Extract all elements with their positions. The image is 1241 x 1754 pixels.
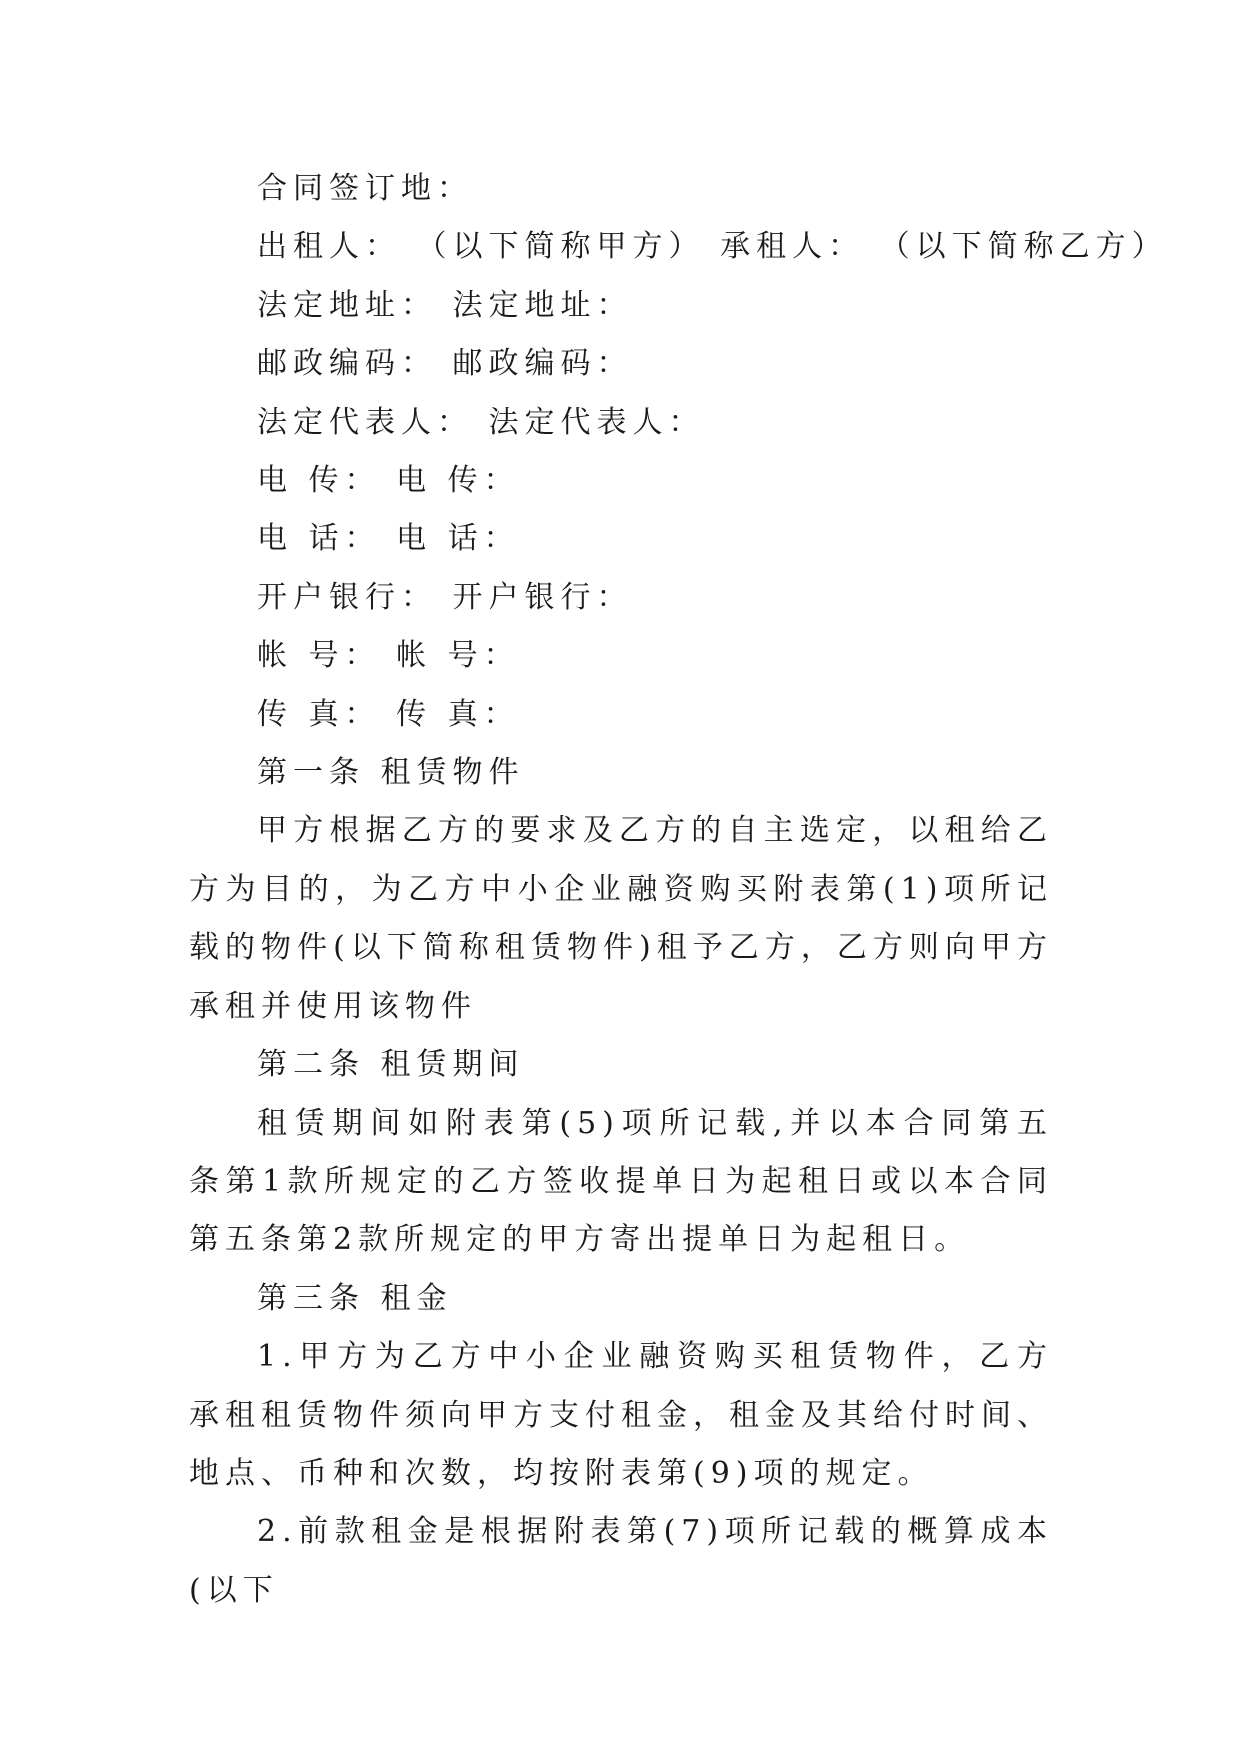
article-3-title: 第三条 租金 <box>257 1280 453 1316</box>
document-body <box>189 160 1168 1620</box>
account-number-line: 帐 号： 帐 号： <box>257 638 520 674</box>
contract-signing-place: 合同签订地： <box>257 171 473 206</box>
legal-representative-line: 法定代表人： 法定代表人： <box>257 404 705 440</box>
bank-line: 开户银行： 开户银行： <box>257 579 633 615</box>
article-3-paragraph-1: 1.甲方为乙方中小企业融资购买租赁物件，乙方承租租赁物件须向甲方支付租金，租金及其给付时间、地点、币种和次数，均按附表第(9)项的规定。 <box>189 1339 1053 1491</box>
postal-code-line: 邮政编码： 邮政编码： <box>257 346 633 382</box>
article-1-body: 甲方根据乙方的要求及乙方的自主选定，以租给乙方为目的，为乙方中小企业融资购买附表第(1)项所记载的物件(以下简称租赁物件)租予乙方，乙方则向甲方承租并使用该物件 <box>189 813 1053 1024</box>
telex-line: 电 传： 电 传： <box>257 463 520 499</box>
article-2-body: 租赁期间如附表第(5)项所记载,并以本合同第五条第1款所规定的乙方签收提单日为起租日或以本合同第五条第2款所规定的甲方寄出提单日为起租日。 <box>189 1105 1053 1258</box>
article-2-title: 第二条 租赁期间 <box>257 1047 525 1083</box>
telephone-line: 电 话： 电 话： <box>257 521 520 557</box>
legal-address-line: 法定地址： 法定地址： <box>257 287 633 323</box>
lessor-lessee-line: 出租人： （以下简称甲方） 承租人： （以下简称乙方） <box>257 229 1168 265</box>
fax-line: 传 真： 传 真： <box>257 696 520 732</box>
article-1-title: 第一条 租赁物件 <box>257 755 525 791</box>
article-3-paragraph-2: 2.前款租金是根据附表第(7)项所记载的概算成本(以下 <box>189 1514 1053 1608</box>
